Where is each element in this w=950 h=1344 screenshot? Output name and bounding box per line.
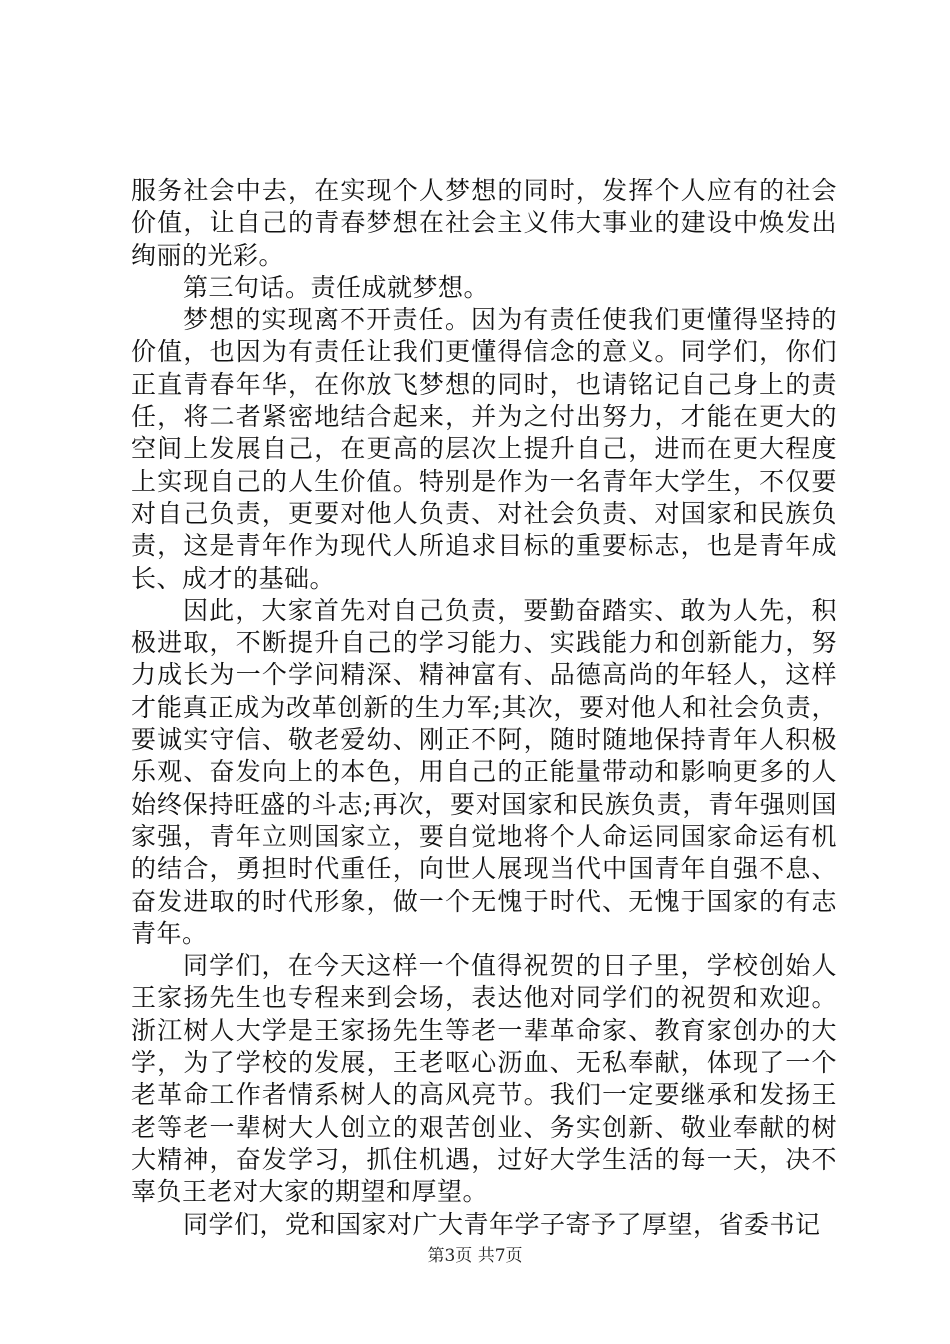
page-number-footer: 第3页 共7页 bbox=[427, 1246, 523, 1266]
section-heading: 第三句话。责任成就梦想。 bbox=[183, 272, 490, 302]
paragraph-continuation: 服务社会中去，在实现个人梦想的同时，发挥个人应有的社会价值，让自己的青春梦想在社会主义伟大事业的建设中焕发出绚丽的光彩。 bbox=[131, 176, 837, 270]
paragraph: 同学们，在今天这样一个值得祝贺的日子里，学校创始人王家扬先生也专程来到会场，表达他对同学们的祝贺和欢迎。浙江树人大学是王家扬先生等老一辈革命家、教育家创办的大学，为了学校的发展，王老呕心沥血、无私奉献，体现了一个老革命工作者情系树人的高风亮节。我们一定要继承和发扬王老等老一辈树大人创立的艰苦创业、务实创新、敬业奉献的树大精神，奋发学习，抓住机遇，过好大学生活的每一天，决不辜负王老对大家的期望和厚望。 bbox=[131, 951, 837, 1207]
paragraph: 同学们，党和国家对广大青年学子寄予了厚望，省委书记 bbox=[183, 1209, 821, 1239]
paragraph: 梦想的实现离不开责任。因为有责任使我们更懂得坚持的价值，也因为有责任让我们更懂得信念的意义。同学们，你们正直青春年华，在你放飞梦想的同时，也请铭记自己身上的责任，将二者紧密地结合起来，并为之付出努力，才能在更大的空间上发展自己，在更高的层次上提升自己，进而在更大程度上实现自己的人生价值。特别是作为一名青年大学生，不仅要对自己负责，更要对他人负责、对社会负责、对国家和民族负责，这是青年作为现代人所追求目标的重要标志，也是青年成长、成才的基础。 bbox=[131, 305, 837, 593]
paragraph: 因此，大家首先对自己负责，要勤奋踏实、敢为人先，积极进取，不断提升自己的学习能力、实践能力和创新能力，努力成长为一个学问精深、精神富有、品德高尚的年轻人，这样才能真正成为改革创新的生力军;其次，要对他人和社会负责，要诚实守信、敬老爱幼、刚正不阿，随时随地保持青年人积极乐观、奋发向上的本色，用自己的正能量带动和影响更多的人始终保持旺盛的斗志;再次，要对国家和民族负责，青年强则国家强，青年立则国家立，要自觉地将个人命运同国家命运有机的结合，勇担时代重任，向世人展现当代中国青年自强不息、奋发进取的时代形象，做一个无愧于时代、无愧于国家的有志青年。 bbox=[131, 595, 837, 948]
document-body bbox=[131, 175, 837, 1241]
